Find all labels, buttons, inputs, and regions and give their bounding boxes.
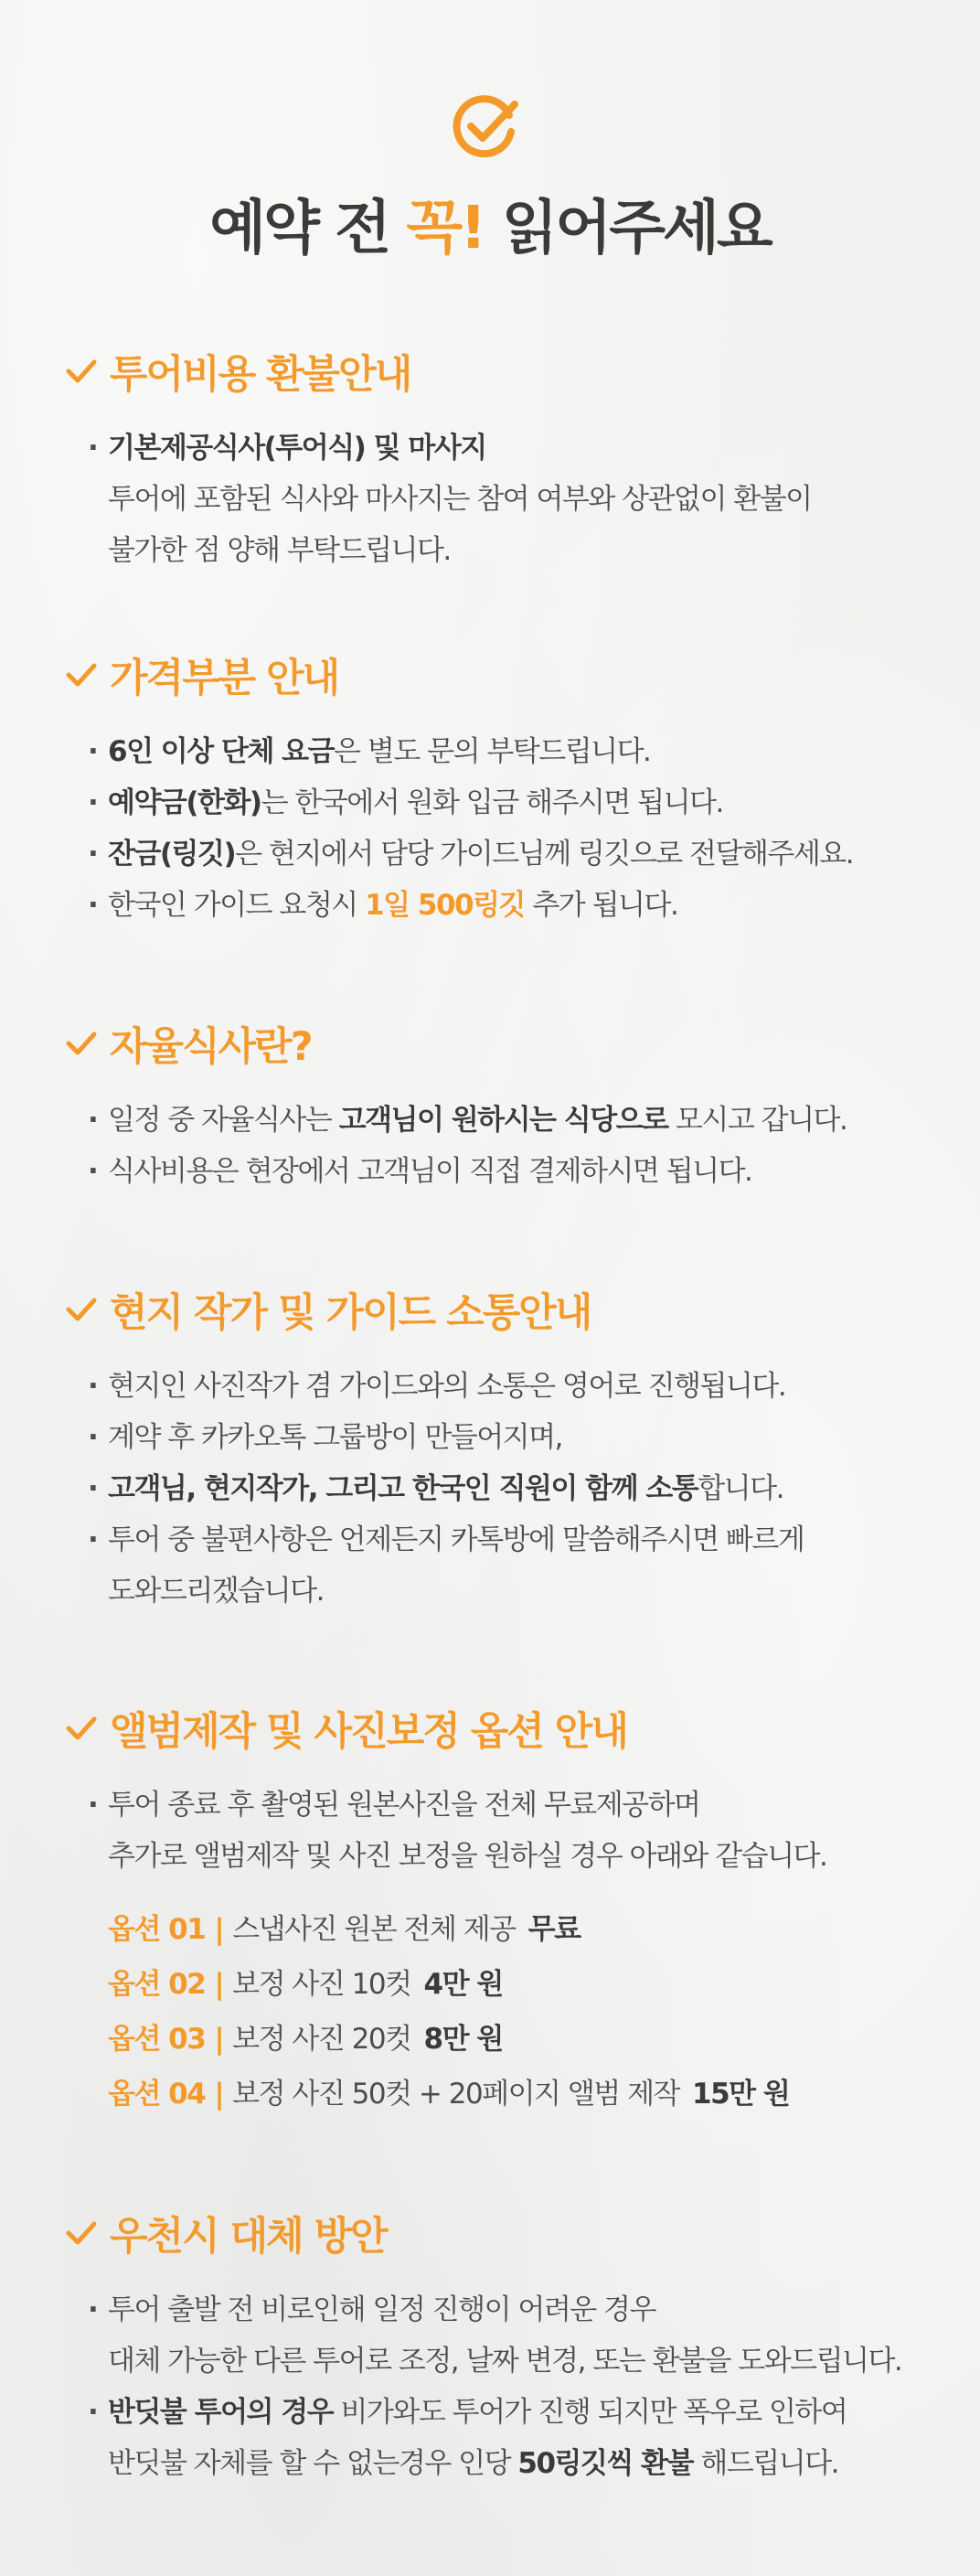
option-row: 옵션 02 | 보정 사진 10컷 4만 원 — [108, 1968, 503, 2001]
section-title: 자율식사란? — [110, 1023, 312, 1070]
section-title: 앨범제작 및 사진보정 옵션 안내 — [110, 1708, 627, 1755]
section-communication — [66, 1280, 925, 1617]
list-item: · 일정 중 자율식사는 고객님이 원하시는 식당으로 모시고 갑니다. — [88, 1095, 925, 1146]
option-row: 옵션 01 | 스냅사진 원본 전체 제공 무료 — [108, 1913, 581, 1946]
check-circle-icon — [449, 91, 522, 165]
section-rain — [66, 2204, 925, 2489]
list-item: · 계약 후 카카오톡 그룹방이 만들어지며, — [88, 1412, 925, 1463]
list-item: · 식사비용은 현장에서 고객님이 직접 결제하시면 됩니다. — [88, 1146, 925, 1197]
section-meal — [66, 1014, 925, 1197]
checkmark-icon — [66, 1716, 97, 1741]
list-item: · 기본제공식사(투어식) 및 마사지 투어에 포함된 식사와 마사지는 참여 여부와 상관없이 환불이 불가한 점 양해 부탁드립니다. — [88, 422, 925, 576]
section-title: 가격부분 안내 — [110, 655, 339, 701]
option-list — [108, 1902, 925, 2122]
checkmark-icon — [66, 662, 97, 688]
section-title: 투어비용 환불안내 — [110, 351, 411, 398]
checkmark-icon — [66, 1031, 97, 1056]
list-item: · 예약금(한화)는 한국에서 원화 입금 해주시면 됩니다. — [88, 777, 925, 828]
section-title: 우천시 대체 방안 — [110, 2213, 387, 2260]
option-row: 옵션 03 | 보정 사진 20컷 8만 원 — [108, 2023, 503, 2056]
list-item: · 잔금(링깃)은 현지에서 담당 가이드님께 링깃으로 전달해주세요. — [88, 828, 925, 880]
section-refund — [66, 342, 925, 576]
list-item: · 고객님, 현지작가, 그리고 한국인 직원이 함께 소통합니다. — [88, 1463, 925, 1514]
page-title: 예약 전 꼭! 읽어주세요 — [209, 195, 771, 262]
checkmark-icon — [66, 1297, 97, 1322]
section-price — [66, 646, 925, 931]
list-item: · 한국인 가이드 요청시 1일 500링깃 추가 됩니다. — [88, 880, 925, 931]
list-item: · 투어 중 불편사항은 언제든지 카톡방에 말씀해주시면 빠르게 도와드리겠습니다. — [88, 1514, 925, 1617]
list-item: · 6인 이상 단체 요금은 별도 문의 부탁드립니다. — [88, 726, 925, 777]
section-title: 현지 작가 및 가이드 소통안내 — [110, 1289, 591, 1336]
option-row: 옵션 04 | 보정 사진 50컷 + 20페이지 앨범 제작 15만 원 — [108, 2078, 790, 2111]
list-item: · 반딧불 투어의 경우 비가와도 투어가 진행 되지만 폭우로 인하여 반딧불 자체를 할 수 없는경우 인당 50링깃씩 환불 해드립니다. — [88, 2387, 925, 2489]
checkmark-icon — [66, 2220, 97, 2246]
checkmark-icon — [66, 358, 97, 384]
title-accent: 꼭! — [406, 195, 485, 262]
list-item: · 투어 종료 후 촬영된 원본사진을 전체 무료제공하며 추가로 앨범제작 및 사진 보정을 원하실 경우 아래와 같습니다. — [88, 1780, 925, 1882]
list-item: · 투어 출발 전 비로인해 일정 진행이 어려운 경우 대체 가능한 다른 투어로 조정, 날짜 변경, 또는 환불을 도와드립니다. — [88, 2284, 925, 2387]
list-item: · 현지인 사진작가 겸 가이드와의 소통은 영어로 진행됩니다. — [88, 1361, 925, 1412]
section-album — [66, 1699, 925, 2122]
